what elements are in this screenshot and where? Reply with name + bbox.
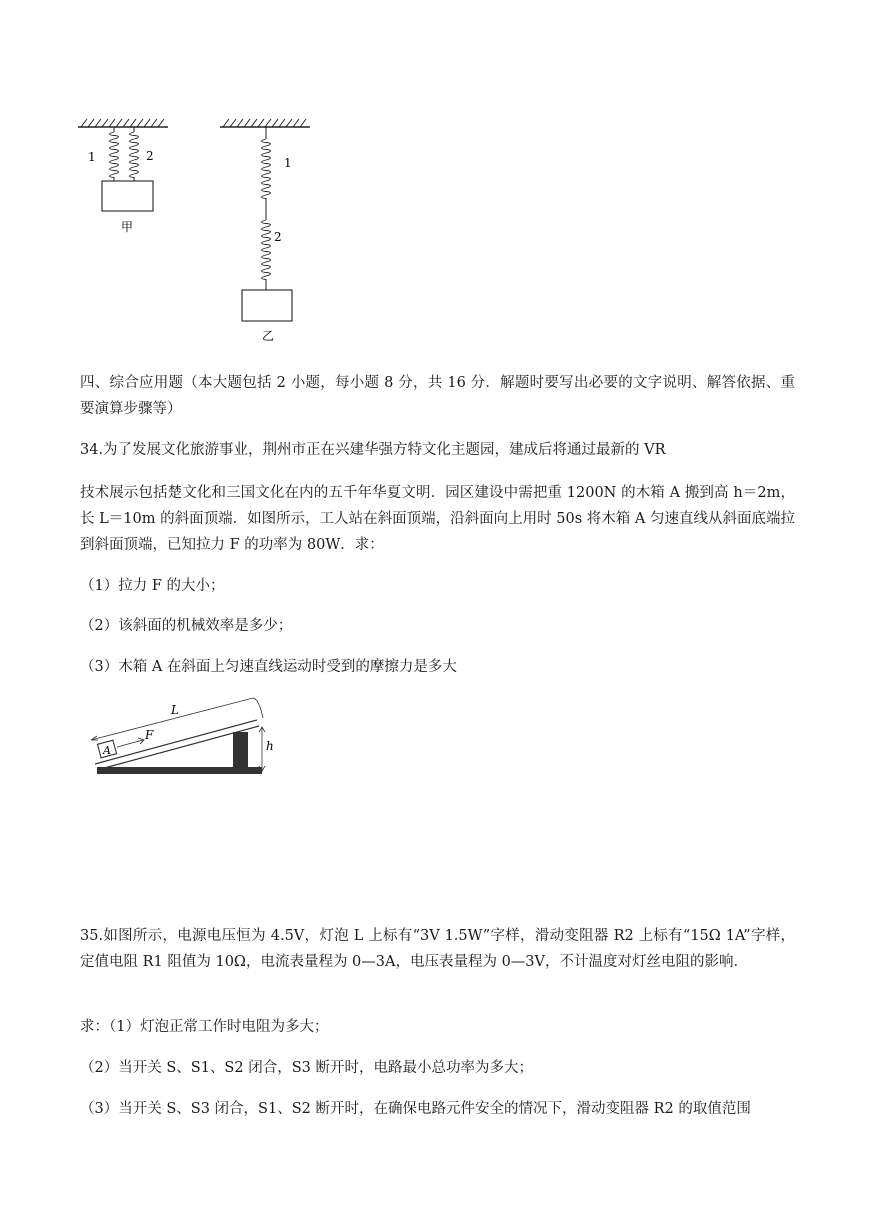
spring-label-2: 2 (274, 230, 282, 244)
label-L: L (171, 703, 179, 717)
label-A: A (103, 744, 111, 757)
spring-2 (262, 220, 271, 290)
label-F: F (145, 728, 154, 742)
block-jia (102, 181, 153, 211)
incline-figure (85, 690, 280, 780)
support-pillar (233, 732, 248, 769)
spring-figure-yi (212, 112, 322, 342)
q34-sub1: （1）拉力 F 的大小； (80, 578, 225, 594)
block-yi (242, 290, 292, 321)
q35-sub2: （2）当开关 S、S1、S2 闭合，S3 断开时，电路最小总功率为多大； (80, 1060, 533, 1076)
caption-jia: 甲 (121, 220, 134, 234)
section-heading: 四、综合应用题（本大题包括 2 小题，每小题 8 分，共 16 分．解题时要写出必要的文字说明、解答依据、重要演算步骤等） (80, 375, 795, 417)
spring-1 (262, 127, 271, 220)
spring-label-1: 1 (88, 150, 96, 164)
spring-figure-jia (72, 112, 182, 237)
spring-label-1: 1 (284, 156, 292, 170)
q34-body: 技术展示包括楚文化和三国文化在内的五千年华夏文明．园区建设中需把重 1200N 的木箱 A 搬到高 h＝2m，长 L＝10m 的斜面顶端．如图所示，工人站在斜面顶端，沿斜面向上用时 50s 将木箱 A 匀速直线从斜面底端拉到斜面顶端，已知拉力 F 的功率为 80W．求： (80, 485, 795, 553)
spring-label-2: 2 (146, 149, 154, 163)
label-h: h (266, 739, 274, 753)
spring-1 (110, 127, 119, 181)
q35-body: 35.如图所示，电源电压恒为 4.5V，灯泡 L 上标有“3V 1.5W”字样，滑动变阻器 R2 上标有“15Ω 1A”字样，定值电阻 R1 阻值为 10Ω，电流表量程为 0—3A，电压表量程为 0—3V，不计温度对灯丝电阻的影响． (80, 928, 795, 970)
spring-2 (130, 127, 139, 181)
q35-sub1: 求：（1）灯泡正常工作时电阻为多大； (80, 1019, 329, 1035)
q34-line1: 34.为了发展文化旅游事业，荆州市正在兴建华强方特文化主题园，建成后将通过最新的 VR (80, 442, 666, 458)
force-arrow (117, 740, 143, 747)
q34-sub3: （3）木箱 A 在斜面上匀速直线运动时受到的摩擦力是多大 (80, 659, 457, 675)
caption-yi: 乙 (262, 329, 275, 342)
q34-sub2: （2）该斜面的机械效率是多少； (80, 618, 293, 634)
q35-sub3: （3）当开关 S、S3 闭合，S1、S2 断开时，在确保电路元件安全的情况下，滑动变阻器 R2 的取值范围 (80, 1101, 751, 1117)
